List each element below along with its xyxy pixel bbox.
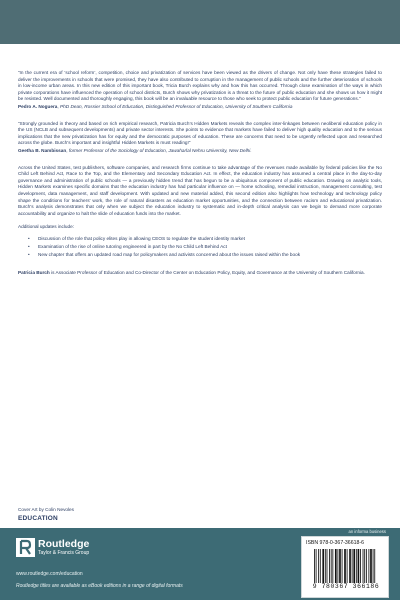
endorser-name-1: Pedro A. Noguera bbox=[18, 103, 58, 109]
barcode-bar bbox=[353, 549, 355, 583]
barcode-bar bbox=[370, 549, 372, 583]
subject-category: EDUCATION bbox=[18, 515, 58, 522]
barcode-bar bbox=[364, 549, 365, 583]
author-bio-text: is Associate Professor of Education and Co-Director of the Center on Education Policy, Equity, and Governance at the University of Southern California. bbox=[49, 269, 365, 275]
barcode-bar bbox=[322, 549, 324, 583]
isbn-barcode bbox=[301, 536, 389, 598]
barcode-bar bbox=[331, 549, 332, 583]
barcode-bar bbox=[316, 549, 317, 583]
barcode-bar bbox=[320, 549, 321, 583]
barcode-bar bbox=[356, 549, 357, 583]
barcode-bar bbox=[347, 549, 348, 583]
barcode-bar bbox=[335, 549, 337, 583]
list-item: • Examination of the rise of online tutoring engineered in part by the No Child Left Behind Act bbox=[28, 244, 382, 251]
author-bio bbox=[18, 270, 382, 277]
endorser-title-1: PhD Dean, Rossier School of Education, Distinguished Professor of Education, University of Southern California bbox=[60, 103, 293, 109]
barcode-bar bbox=[339, 549, 341, 583]
publisher-name: Routledge bbox=[38, 538, 90, 550]
barcode-bar bbox=[358, 549, 360, 583]
ebook-note: Routledge titles are available as eBook editions in a range of digital formats bbox=[16, 583, 183, 589]
barcode-bar bbox=[373, 549, 374, 583]
publisher-group: Taylor & Francis Group bbox=[38, 550, 90, 556]
routledge-r-logo-icon bbox=[16, 538, 35, 557]
list-item: • Discussion of the role that policy elites play in allowing CEOS to regulate the student identity market bbox=[28, 236, 382, 243]
barcode-bar bbox=[318, 549, 319, 583]
barcode-bar bbox=[325, 549, 326, 583]
barcode-bar bbox=[337, 549, 338, 583]
endorsement-attribution-1: Pedro A. Noguera, PhD Dean, Rossier School of Education, Distinguished Professor of Education, University of Southern California bbox=[18, 103, 293, 109]
barcode-bar bbox=[352, 549, 353, 583]
book-description: Across the United States, test publishers, software companies, and research firms continue to take advantage of the revenues made available by federal policies like the No Child Left Behind Act, Race to the Top, and the Elementary and Secondary Education Act. In effect, the education industry has assumed a central place in the day-to-day governance and administration of public schools — a previously hidden trend that has begun to be a ubiquitous component of public education. Drawing on analytic tools, Hidden Markets examines specific domains that the education industry has had particular influence on — home schooling, remedial instruction, management consulting, test development, data management, and staff development. With updated and new material added, this second edition also highlights how technology and technology policy shape the conditions for teachers’ work, the role of natural disasters as education market opportunities, and the connection between racism and educational privatization. Burch’s analysis demonstrates that only when we subject the education industry to systematic and in-depth critical analysis can we begin to demand more corporate accountability and organize to halt the slide of education funds into the market. bbox=[18, 164, 382, 216]
list-item: • New chapter that offers an updated road map for policymakers and activists concerned about the issues raised within the book bbox=[28, 252, 382, 259]
cover-art-credit: Cover Art by Colin Nevoles bbox=[18, 507, 75, 512]
publisher-band bbox=[0, 528, 400, 600]
back-cover-text bbox=[18, 70, 382, 283]
barcode-bar bbox=[368, 549, 369, 583]
barcode-bars bbox=[314, 549, 376, 583]
barcode-digits: 9 780367 366186 bbox=[312, 583, 380, 590]
isbn-label: ISBN 978-0-367-36618-6 bbox=[306, 540, 364, 546]
endorser-title-2: former Professor of the Sociology of Education, Jawaharlal Nehru University, New Delhi. bbox=[68, 147, 252, 153]
barcode-bar bbox=[332, 549, 333, 583]
endorsement-quote-2: “Strongly grounded in theory and based on rich empirical research, Patricia Burch’s Hidden Markets reveals the complex inter-linkages between neoliberal education policy in the US (NCLB and subsequent developments) and private sector interests. She points to evidence that markets have failed to deliver high quality education and to the serious implications that the new privatization has for equity and the democratic purposes of education. These are concerns that need to be urgently reflected upon and researched across the globe. Burch’s important and insightful Hidden Markets is must reading!” bbox=[18, 120, 382, 146]
updates-heading: Additional updates include: bbox=[18, 224, 75, 230]
barcode-bar bbox=[329, 549, 330, 583]
barcode-bar bbox=[349, 549, 351, 583]
endorsement-attribution-2: Geetha B. Nambissan, former Professor of the Sociology of Education, Jawaharlal Nehru University, New Delhi. bbox=[18, 147, 252, 153]
publisher-url[interactable]: www.routledge.com/education bbox=[16, 571, 83, 577]
barcode-bar bbox=[314, 549, 315, 583]
top-color-band bbox=[0, 0, 400, 44]
barcode-bar bbox=[342, 549, 343, 583]
barcode-bar bbox=[344, 549, 346, 583]
updates-list bbox=[18, 236, 382, 259]
barcode-bar bbox=[327, 549, 328, 583]
barcode-bar bbox=[363, 549, 364, 583]
barcode-bar bbox=[366, 549, 367, 583]
informa-label: an informa business bbox=[348, 529, 386, 534]
endorser-name-2: Geetha B. Nambissan bbox=[18, 147, 67, 153]
author-name: Patricia Burch bbox=[18, 269, 50, 275]
barcode-bar bbox=[374, 549, 375, 583]
endorsement-quote-1: “In the current era of ‘school reform’, competition, choice and privatization of services have been viewed as the drivers of change. Not only have these strategies failed to deliver the improvements in schools that were promised, they have also contributed to corruption in the management of public schools and the further deterioration of schools in low-income urban areas. In this new edition of this important book, Tricia Burch explains why and how this has occurred. Through close examination of the ways in which private corporations have influenced the operation of school districts, Burch shows why privatization is a threat to the future of public education and she shows us how it might be resisted. Well documented and thoroughly engaging, this book will be an invaluable resource to those who seek to protect public education for future generations.” bbox=[18, 70, 382, 102]
barcode-bar bbox=[360, 549, 361, 583]
